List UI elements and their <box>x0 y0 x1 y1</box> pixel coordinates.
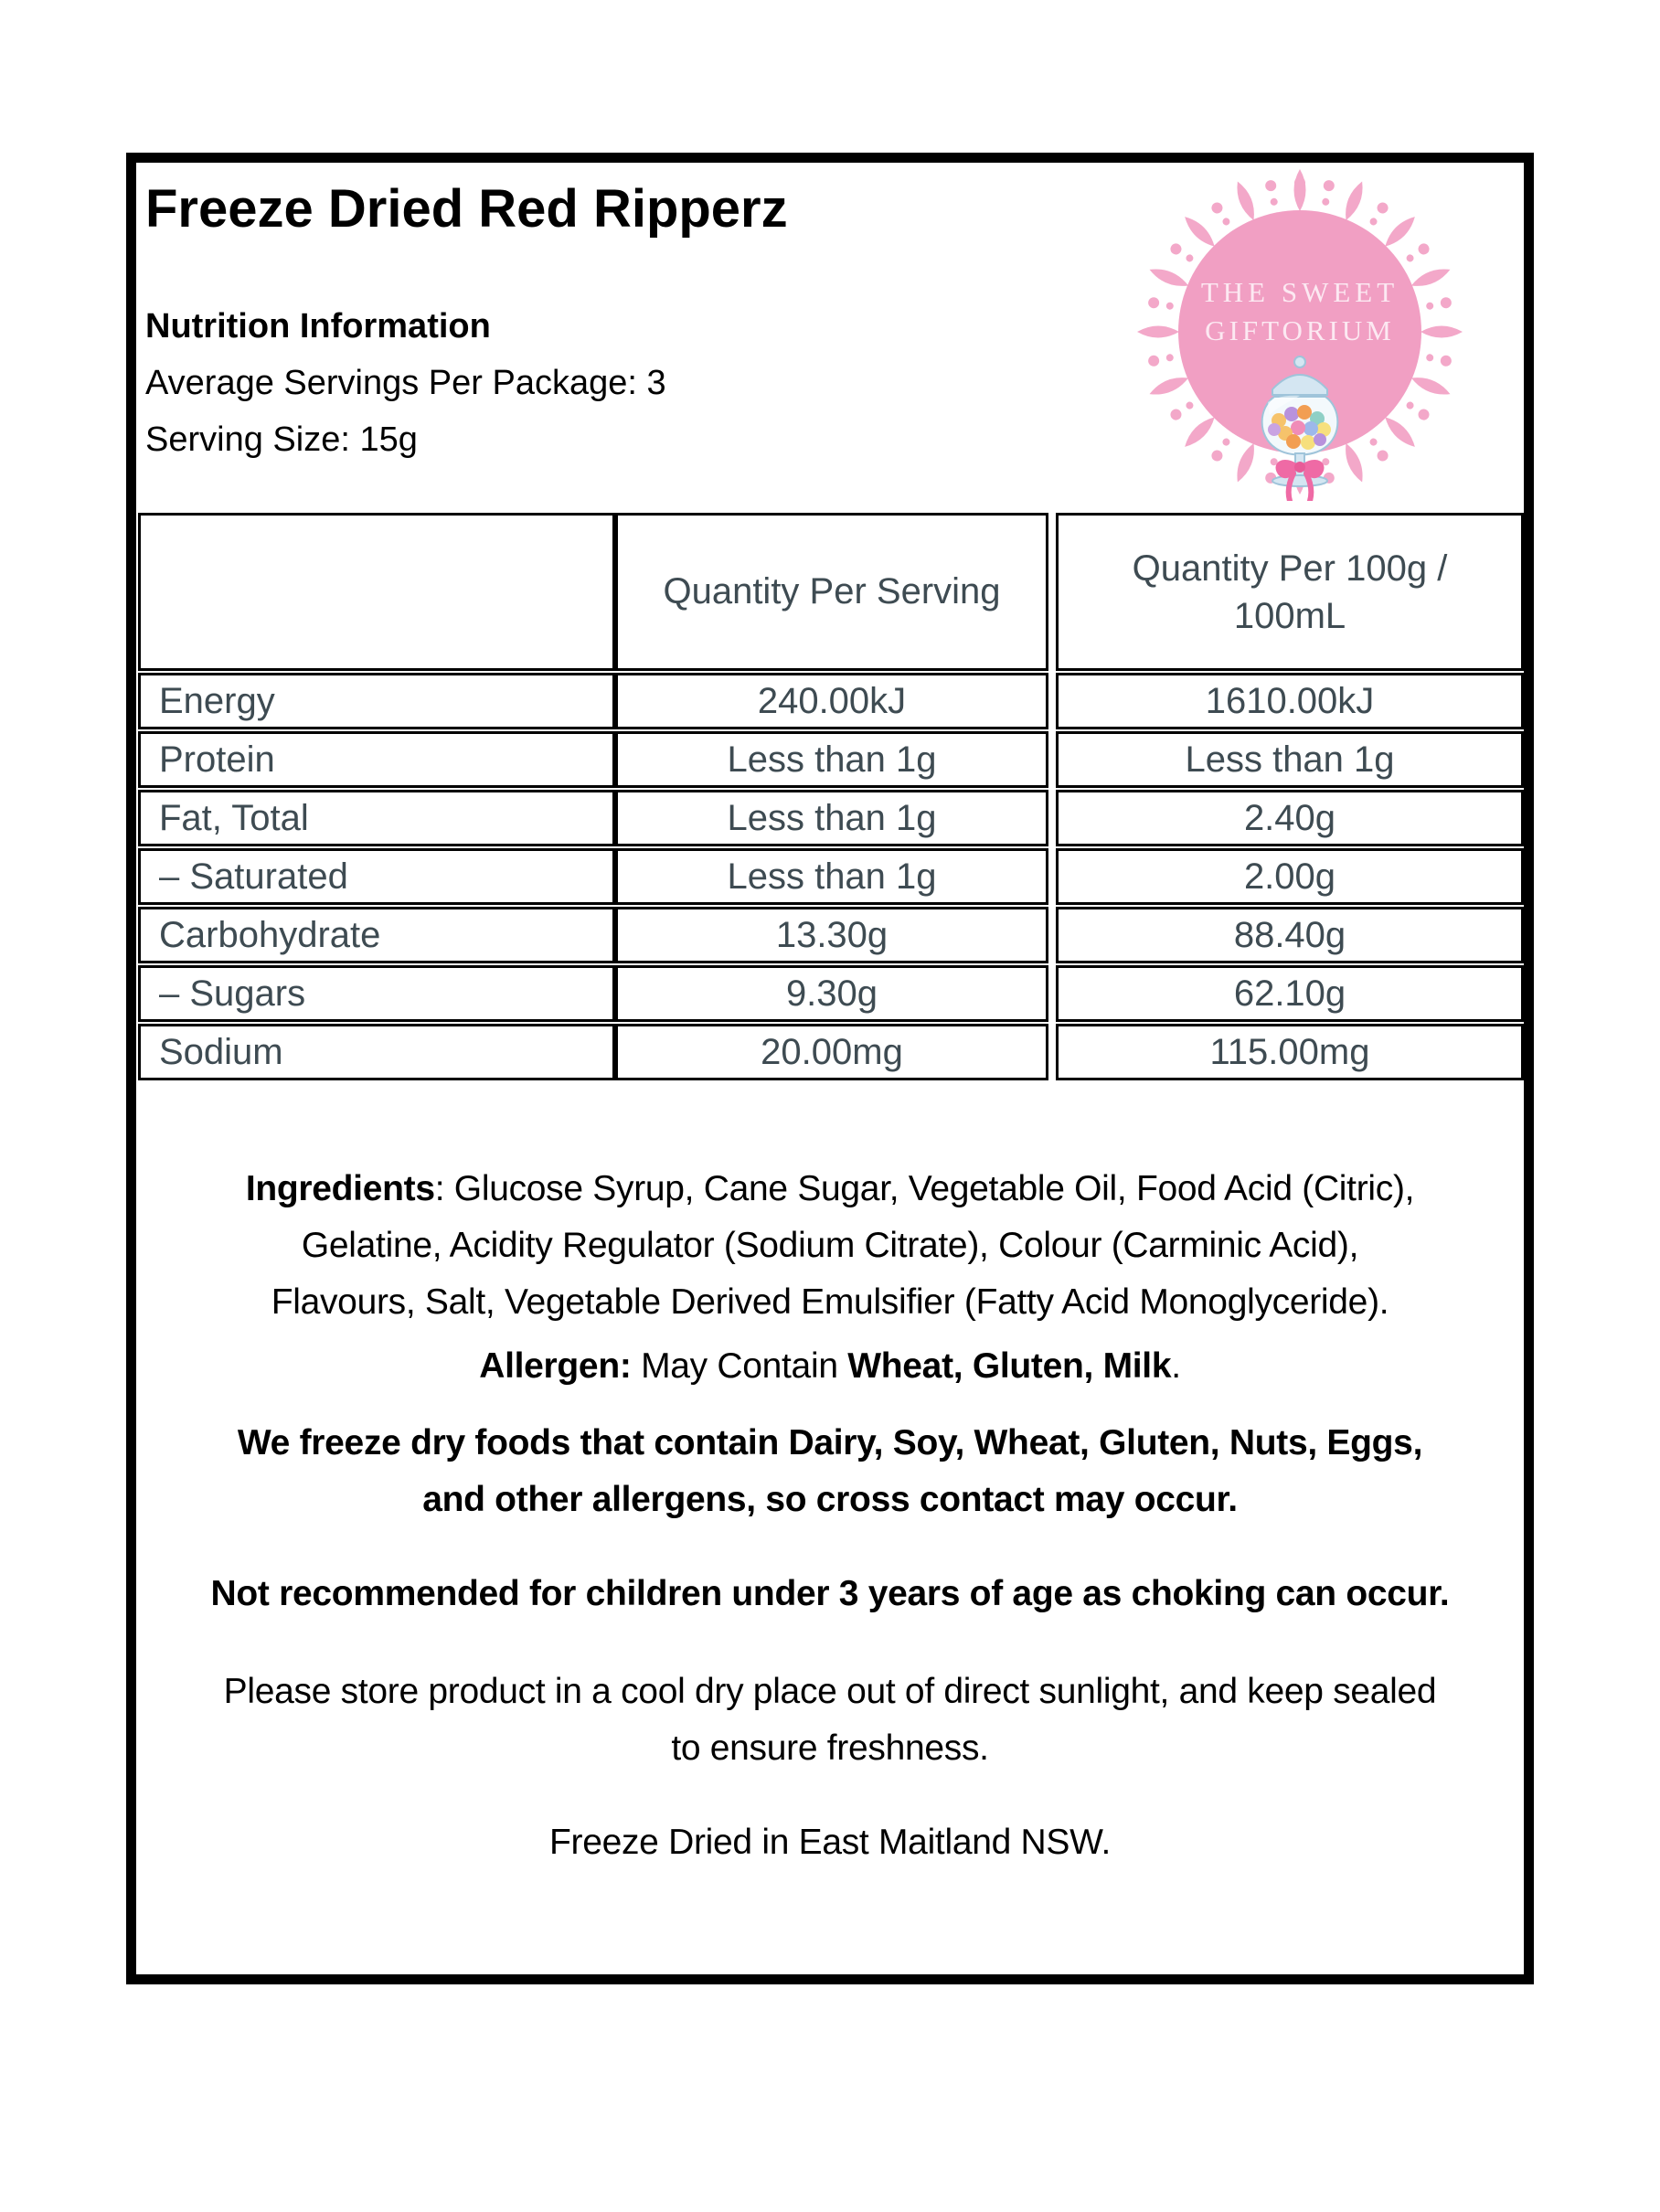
sugars-per-serving: 9.30g <box>615 965 1048 1022</box>
per-100g-column <box>1056 513 1524 1080</box>
row-label-sodium: Sodium <box>138 1024 615 1080</box>
row-label-energy: Energy <box>138 673 615 729</box>
servings-per-package: Average Servings Per Package: 3 <box>145 364 666 402</box>
protein-per-serving: Less than 1g <box>615 731 1048 788</box>
allergen-list: Wheat, Gluten, Milk <box>847 1346 1172 1386</box>
per-serving-column <box>615 513 1048 1080</box>
saturated-per-serving: Less than 1g <box>615 848 1048 905</box>
serving-size: Serving Size: 15g <box>145 420 418 459</box>
ingredients-line3: Flavours, Salt, Vegetable Derived Emulsifier (Fatty Acid Monoglyceride). <box>271 1282 1389 1322</box>
page-title: Freeze Dried Red Ripperz <box>145 179 788 239</box>
sodium-per-100g: 115.00mg <box>1056 1024 1524 1080</box>
origin-statement: Freeze Dried in East Maitland NSW. <box>548 1823 1112 1862</box>
ingredients-line2: Gelatine, Acidity Regulator (Sodium Citrate), Colour (Carminic Acid), <box>301 1226 1359 1265</box>
energy-per-serving: 240.00kJ <box>615 673 1048 729</box>
brand-logo-graphic <box>1131 163 1469 501</box>
fat-per-100g: 2.40g <box>1056 790 1524 846</box>
nutrient-column <box>138 513 615 1080</box>
label-footnotes <box>159 1161 1501 1871</box>
ingredients-paragraph <box>159 1161 1501 1331</box>
empty-header-cell <box>138 513 615 671</box>
allergen-statement: Allergen: May Contain Wheat, Gluten, Milk. <box>479 1346 1181 1386</box>
fat-per-serving: Less than 1g <box>615 790 1048 846</box>
logo-text-line2: GIFTORIUM <box>1205 314 1395 346</box>
nutrition-information-heading: Nutrition Information <box>145 307 491 346</box>
energy-per-100g: 1610.00kJ <box>1056 673 1524 729</box>
ingredients-line1: : Glucose Syrup, Cane Sugar, Vegetable Oil, Food Acid (Citric), <box>434 1169 1415 1208</box>
header-info <box>145 298 666 468</box>
nutrition-table <box>138 513 1524 1080</box>
saturated-per-100g: 2.00g <box>1056 848 1524 905</box>
protein-per-100g: Less than 1g <box>1056 731 1524 788</box>
brand-logo <box>1131 163 1469 501</box>
logo-text-line1: THE SWEET <box>1200 276 1399 308</box>
cross-contact-warning <box>159 1415 1501 1528</box>
row-label-protein: Protein <box>138 731 615 788</box>
choking-warning: Not recommended for children under 3 years of age as choking can occur. <box>210 1574 1450 1613</box>
sodium-per-serving: 20.00mg <box>615 1024 1048 1080</box>
nutrition-label <box>126 153 1534 1984</box>
row-label-fat-total: Fat, Total <box>138 790 615 846</box>
storage-line2: to ensure freshness. <box>671 1728 989 1768</box>
carbohydrate-per-serving: 13.30g <box>615 907 1048 963</box>
sugars-per-100g: 62.10g <box>1056 965 1524 1022</box>
ingredients-label: Ingredients <box>245 1169 435 1208</box>
allergen-label: Allergen: <box>479 1346 632 1386</box>
per-serving-header: Quantity Per Serving <box>615 513 1048 671</box>
cross-contact-line2: and other allergens, so cross contact may occur. <box>422 1480 1238 1519</box>
storage-instructions <box>159 1664 1501 1777</box>
storage-line1: Please store product in a cool dry place out of direct sunlight, and keep sealed <box>223 1672 1437 1711</box>
per-100g-header: Quantity Per 100g / 100mL <box>1056 513 1524 671</box>
cross-contact-line1: We freeze dry foods that contain Dairy, Soy, Wheat, Gluten, Nuts, Eggs, <box>237 1423 1423 1462</box>
carbohydrate-per-100g: 88.40g <box>1056 907 1524 963</box>
row-label-sugars: – Sugars <box>138 965 615 1022</box>
row-label-saturated: – Saturated <box>138 848 615 905</box>
row-label-carbohydrate: Carbohydrate <box>138 907 615 963</box>
